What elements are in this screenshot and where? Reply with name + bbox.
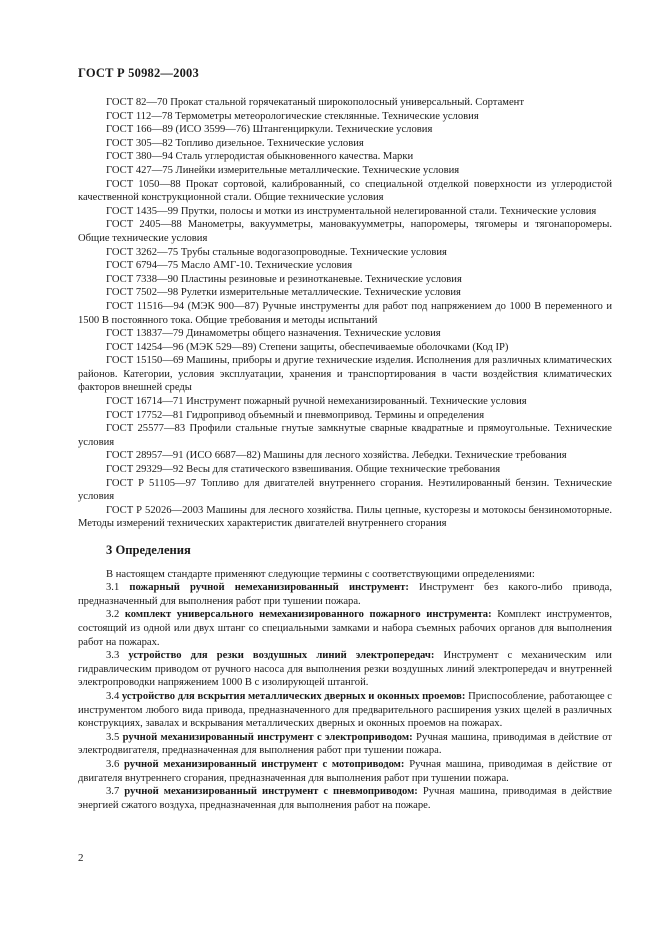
reference-item: ГОСТ 2405—88 Манометры, вакуумметры, мановакуумметры, напоромеры, тягомеры и тягонапоромеры. Общие технические условия	[78, 219, 612, 244]
reference-item: ГОСТ 3262—75 Трубы стальные водогазопроводные. Технические условия	[106, 246, 447, 258]
reference-item: ГОСТ 6794—75 Масло АМГ-10. Технические условия	[106, 260, 353, 272]
definition-text: Ручная машина, приводимая в действие от электродвигателя, предназначенная для выполнения работ при тушении пожара.	[78, 731, 612, 757]
definition-item	[78, 581, 612, 608]
reference-item: ГОСТ 25577—83 Профили стальные гнутые замкнутые сварные квадратные и прямоугольные. Технические условия	[78, 423, 612, 448]
reference-item: ГОСТ 166—89 (ИСО 3599—76) Штангенциркули. Технические условия	[106, 124, 433, 136]
definition-item	[78, 731, 612, 758]
reference-item: ГОСТ 305—82 Топливо дизельное. Технические условия	[106, 137, 364, 149]
reference-list	[78, 96, 612, 531]
document-body	[78, 96, 612, 812]
reference-item: ГОСТ 380—94 Сталь углеродистая обыкновенного качества. Марки	[106, 151, 414, 163]
definition-term: ручной механизированный инструмент с мотоприводом:	[124, 758, 405, 770]
definition-term: ручной механизированный инструмент с электроприводом:	[122, 731, 413, 743]
reference-item: ГОСТ 112—78 Термометры метеорологические стеклянные. Технические условия	[106, 110, 479, 122]
definition-text: Комплект инструментов, состоящий из одной или двух штанг со специальными замками и набора съемных рабочих органов для выполнения работ на пожарах.	[78, 609, 613, 648]
reference-item: ГОСТ 29329—92 Весы для статического взвешивания. Общие технические требования	[106, 464, 501, 476]
definition-term: пожарный ручной немеханизированный инструмент:	[129, 582, 409, 594]
definition-term: комплект универсального немеханизированного пожарного инструмента:	[124, 609, 492, 621]
reference-item: ГОСТ 1435—99 Прутки, полосы и мотки из инструментальной нелегированной стали. Технические условия	[106, 205, 597, 217]
reference-item: ГОСТ 427—75 Линейки измерительные металлические. Технические условия	[106, 164, 460, 176]
reference-item: ГОСТ 7502—98 Рулетки измерительные металлические. Технические условия	[106, 287, 461, 299]
definition-item	[78, 608, 612, 649]
reference-item: ГОСТ 14254—96 (МЭК 529—89) Степени защиты, обеспечиваемые оболочками (Код IP)	[106, 341, 509, 353]
section-intro: В настоящем стандарте применяют следующие термины с соответствующими определениями:	[106, 568, 535, 580]
reference-item: ГОСТ 13837—79 Динамометры общего назначения. Технические условия	[106, 328, 441, 340]
definition-item	[78, 690, 612, 731]
reference-item: ГОСТ 1050—88 Прокат сортовой, калиброванный, со специальной отделкой поверхности из углеродистой качественной конструкционной стали. Общие технические условия	[78, 178, 612, 204]
page-header: ГОСТ Р 50982—2003	[78, 66, 199, 80]
definition-text: Инструмент с механическим или гидравлическим приводом от ручного насоса для выполнения резки воздушных линий электропередач и внутренней электропроводки напряжением 1000 В с изолирующей штангой.	[78, 650, 612, 689]
reference-item: ГОСТ Р 52026—2003 Машины для лесного хозяйства. Пилы цепные, кусторезы и мотокосы бензиномоторные. Методы измерений технических характеристик двигателей внутреннего сгорания	[78, 504, 612, 530]
definition-term: устройство для резки воздушных линий электропередач:	[128, 650, 435, 662]
definition-term: устройство для вскрытия металлических дверных и оконных проемов:	[121, 690, 466, 702]
reference-item: ГОСТ 16714—71 Инструмент пожарный ручной немеханизированный. Технические условия	[106, 396, 527, 408]
page-number: 2	[78, 852, 84, 864]
reference-item: ГОСТ 28957—91 (ИСО 6687—82) Машины для лесного хозяйства. Лебедки. Технические требования	[106, 450, 567, 462]
definition-number: 3.1	[106, 582, 120, 594]
definition-text: Инструмент без какого-либо привода, предназначенный для выполнения работ при тушении пожара.	[78, 582, 612, 607]
definition-number: 3.4	[106, 690, 120, 702]
definition-item	[78, 758, 612, 785]
definition-number: 3.2	[106, 609, 120, 621]
definition-text: Приспособление, работающее с инструментом любого вида привода, предназначенного для предварительного расширения узких щелей в различных конструкциях, завалах и вскрывания металлических дверных и оконных проемов на пожарах.	[78, 690, 612, 730]
definition-item	[78, 785, 612, 812]
reference-item: ГОСТ Р 51105—97 Топливо для двигателей внутреннего сгорания. Неэтилированный бензин. Технические условия	[78, 477, 612, 503]
definition-item	[78, 649, 612, 690]
definition-number: 3.3	[106, 650, 120, 662]
definition-text: Ручная машина, приводимая в действие энергией сжатого воздуха, предназначенная для выполнения работ на пожаре.	[78, 786, 613, 811]
definition-number: 3.5	[106, 731, 120, 743]
reference-item: ГОСТ 82—70 Прокат стальной горячекатаный широкополосный универсальный. Сортамент	[106, 97, 524, 108]
definitions-list	[78, 581, 612, 812]
reference-item: ГОСТ 11516—94 (МЭК 900—87) Ручные инструменты для работ под напряжением до 1000 В переменного и 1500 В постоянного тока. Общие требования и методы испытаний	[78, 300, 612, 326]
reference-item: ГОСТ 15150—69 Машины, приборы и другие технические изделия. Исполнения для различных климатических районов. Категории, условия эксплуатации, хранения и транспортирования в части воздействия климатических факторов внешней среды	[78, 355, 612, 394]
definition-number: 3.7	[106, 786, 120, 798]
reference-item: ГОСТ 7338—90 Пластины резиновые и резинотканевые. Технические условия	[106, 273, 462, 285]
definition-text: Ручная машина, приводимая в действие от двигателя внутреннего сгорания, предназначенная для выполнения работ при тушении пожара.	[78, 758, 612, 784]
definition-number: 3.6	[106, 758, 120, 770]
definition-term: ручной механизированный инструмент с пневмоприводом:	[124, 786, 418, 798]
section-title: 3 Определения	[106, 543, 191, 557]
reference-item: ГОСТ 17752—81 Гидропривод объемный и пневмопривод. Термины и определения	[106, 409, 485, 421]
